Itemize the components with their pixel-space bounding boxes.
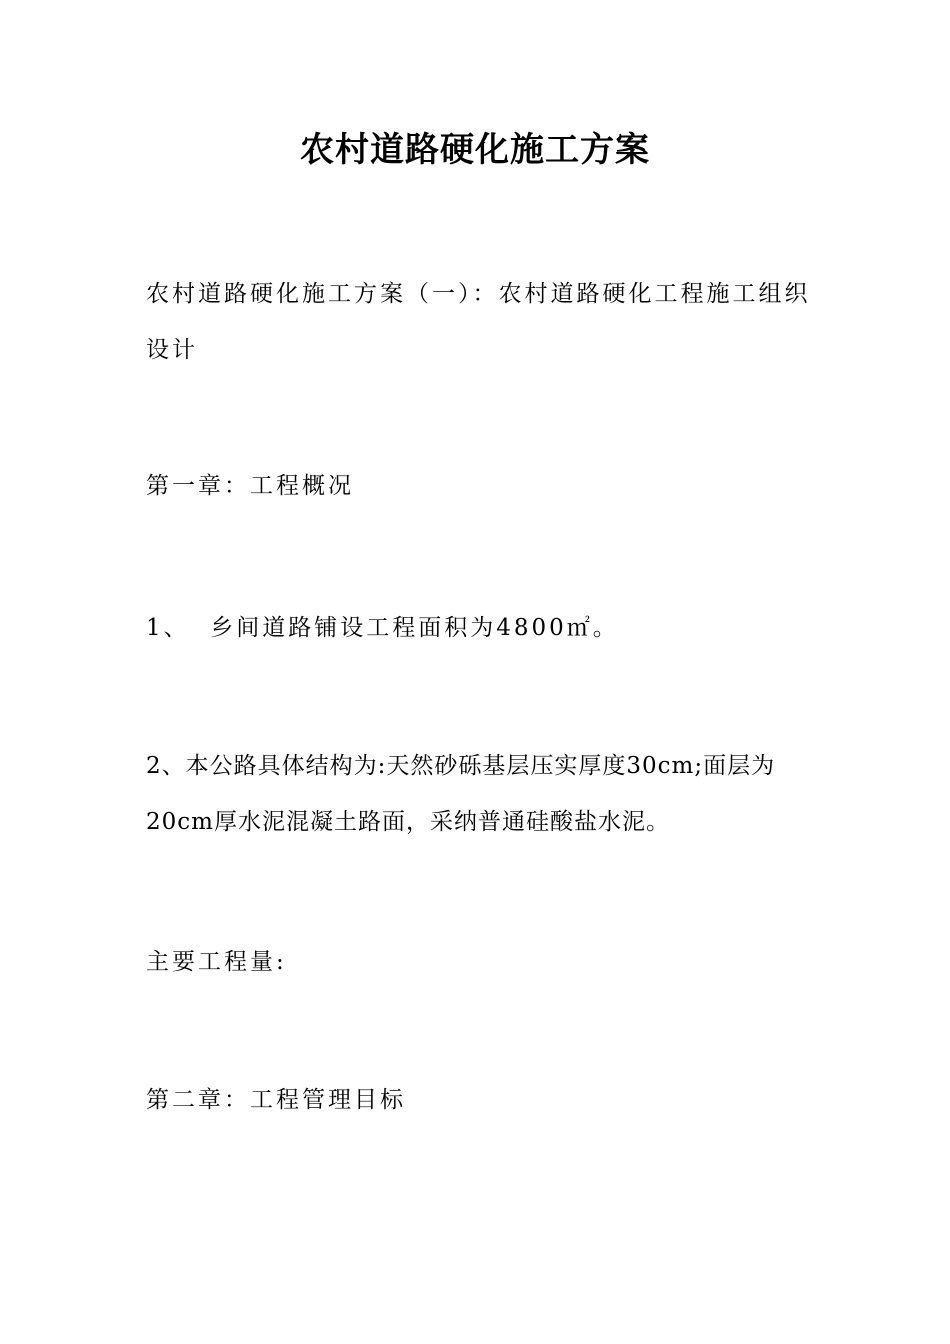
intro-paragraph: 农村道路硬化施工方案（一）：农村道路硬化工程施工组织设计 <box>146 281 811 363</box>
item-2-paragraph: 2、本公路具体结构为:天然砂砾基层压实厚度30cm;面层为20cm厚水泥混凝土路面，采纳普通硅酸盐水泥。 <box>146 753 776 835</box>
item-1-paragraph: 1、 乡间道路铺设工程面积为4800㎡。 <box>146 615 619 641</box>
chapter-2-heading: 第二章：工程管理目标 <box>146 1087 406 1113</box>
document-title: 农村道路硬化施工方案 <box>300 130 650 170</box>
chapter-1-heading: 第一章：工程概况 <box>146 473 354 499</box>
quantities-label: 主要工程量: <box>146 949 287 975</box>
